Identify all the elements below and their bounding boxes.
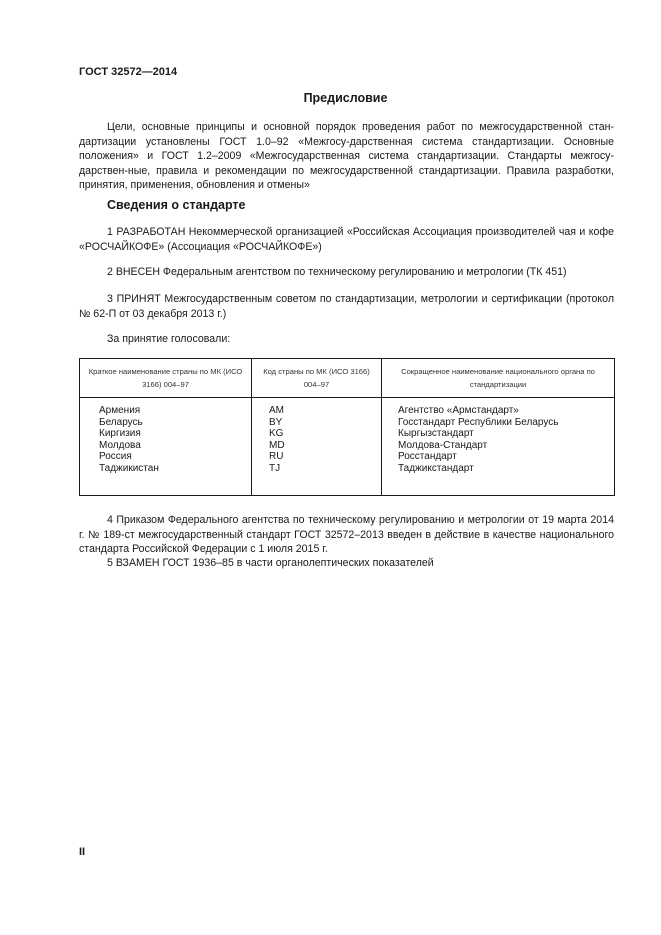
codes-cell [252,398,382,496]
header-country-code-line2: по МК (ИСО 3166) 004–97 [303,367,370,389]
national-body: Таджикстандарт [398,462,474,474]
header-national-body-line1: Сокращенное наименование [401,367,504,376]
info-item-1: 1 РАЗРАБОТАН Некоммерческой организацией «Российская Ассоциация производителей чая и кофе «РОСЧАЙКОФЕ» (Ассоциация «РОСЧАЙКОФЕ») [79,226,614,253]
country-code: KG [269,428,284,440]
header-country-name [80,359,252,398]
page-number: II [79,846,86,858]
country-code: TJ [269,462,281,474]
info-item-2: 2 ВНЕСЕН Федеральным агентством по техническому регулированию и метрологии (ТК 451) [107,266,567,278]
header-country-code-line1: Код страны [263,367,304,376]
country-name: Россия [99,451,132,463]
header-national-body-line2: национального органа по стандартизации [469,367,595,389]
info-item-3: 3 ПРИНЯТ Межгосударственным советом по стандартизации, метрологии и сертификации (протокол № 62-П от 03 декабря 2013 г.) [79,293,614,320]
info-item-4: 4 Приказом Федерального агентства по техническому регулированию и метрологии от 19 марта 2014 г. № 189-ст межгосударственный стандарт ГОСТ 32572–2013 введен в действие в качестве национального стандарта Российской Федерации с 1 июля 2015 г. [79,514,614,556]
country-code: AM [269,405,284,416]
table-header-row [80,359,615,398]
national-body: Госстандарт Республики Беларусь [398,416,559,428]
table-row [80,398,615,496]
national-body: Росстандарт [398,451,457,463]
country-code: BY [269,416,283,428]
country-name: Молдова [99,439,141,451]
country-name: Таджикистан [99,462,159,474]
countries-cell [80,398,252,496]
country-name: Беларусь [99,416,143,428]
standard-info-title: Сведения о стандарте [107,198,246,212]
national-body: Молдова-Стандарт [398,439,488,451]
voted-label: За принятие голосовали: [107,333,231,345]
national-body: Кыргызстандарт [398,428,474,440]
voting-table [79,358,615,496]
country-name: Киргизия [99,428,141,440]
country-code: RU [269,451,284,463]
foreword-text: Цели, основные принципы и основной порядок проведения работ по межгосударственной стандартизации установлены ГОСТ 1.0–92 «Межгосу-дарственная система стандартизации. Основные положения» и ГОСТ 1.2–2009 «Межгосударственная система стандартизации. Стандарты межгосударствен-ные, правила и рекомендации по межгосударственной стандартизации. Правила разработки, принятия, применения, обновления и отмены» [79,121,614,192]
foreword-title: Предисловие [303,91,388,105]
header-country-name-line2: по МК (ИСО 3166) 004–97 [142,367,243,389]
header-national-body [382,359,615,398]
country-code: MD [269,439,285,451]
country-name: Армения [99,405,141,416]
national-body: Агентство «Армстандарт» [398,405,519,416]
header-country-code [252,359,382,398]
document-code: ГОСТ 32572—2014 [79,66,178,78]
bodies-cell [382,398,615,496]
header-country-name-line1: Краткое наименование страны [88,367,198,376]
info-item-5: 5 ВЗАМЕН ГОСТ 1936–85 в части органолептических показателей [107,557,434,569]
